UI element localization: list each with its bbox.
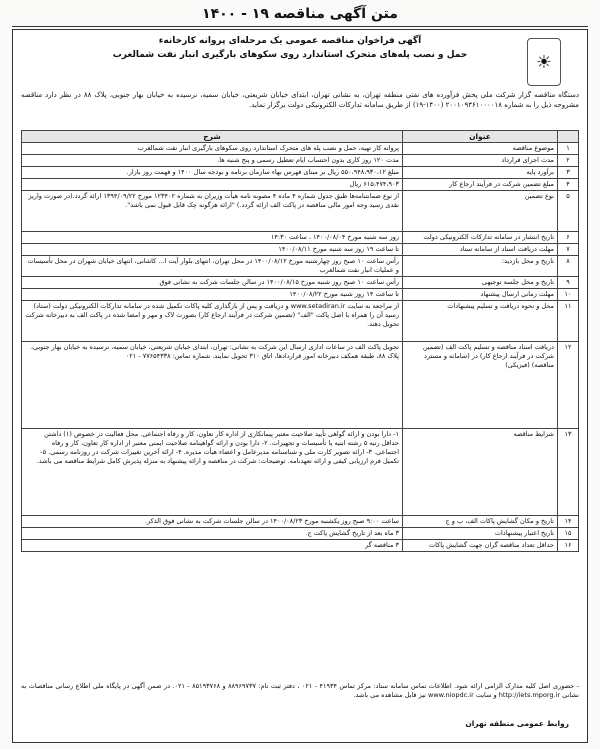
row-number-cell: ۳	[558, 167, 579, 179]
table-row	[22, 167, 579, 179]
table-row	[22, 516, 579, 528]
row-title-cell: دریافت اسناد مناقصه و تسلیم پاکت الف (تضمین شرکت در فرآیند ارجاع کار) در (سامانه و مسترد مناقصه) (فیزیکی)	[403, 342, 558, 429]
row-description-cell: از مراجعه به سایت www.setadiran.ir و دریافت و پس از بارگذاری کلیه پاکات تکمیل شده در سامانه تدارکات الکترونیکی دولت (ستاد) رسید آن را همراه با اصل پاکت "الف" (تضمین شرکت در فرآیند ارجاع کار) بصورت لاک و مهر و امضا شده در پاکت الف به دبیرخانه شرکت تحویل دهند.	[22, 301, 403, 342]
header-title-cell: عنوان	[403, 131, 558, 143]
row-title-cell: نوع تضمین	[403, 191, 558, 232]
row-description-cell: ۶۱۵،۴۷۴،۹۰۳ ریال	[22, 179, 403, 191]
row-title-cell: تاریخ و مکان گشایش پاکات الف، ب و ج	[403, 516, 558, 528]
table-row	[22, 244, 579, 256]
row-description-cell: از نوع ضمانتنامه‌ها طبق جدول شماره ۴ ماده ۴ مصوبه نامه هیأت وزیران به شماره ۱۲۳۴۰۲ مورخ ۱۳۹۴/۰۹/۲۲ ارائه گردد.(در صورت واریز نقدی رسید وجه امور مالی مناقصه در پاکت الف ارائه گردد.) "ارائه هرگونه چک قابل قبول نمی باشد".	[22, 191, 403, 232]
company-logo-icon: ☀	[527, 38, 561, 86]
notice-heading: آگهی فراخوان مناقصه عمومی یک مرحله‌ای پروانه کارخانه‌ء	[158, 36, 422, 46]
header-number-cell	[558, 131, 579, 143]
row-number-cell: ۶	[558, 232, 579, 244]
notice-frame	[12, 29, 588, 743]
row-description-cell: مبلغ ۵۵۰،۹۴۸،۹۳۰،۱۲ ریال بر مبنای فهرس بهاء سازمان برنامه و بودجه سال ۱۴۰۰ و فهمت روز بازار.	[22, 167, 403, 179]
page-title: متن آگهی مناقصه ۱۹ - ۱۴۰۰	[202, 6, 398, 22]
row-title-cell: موضوع مناقصه	[403, 143, 558, 155]
row-number-cell: ۱۰	[558, 289, 579, 301]
table-row	[22, 232, 579, 244]
table-row	[22, 277, 579, 289]
row-description-cell: تا ساعت ۱۹ روز سه شنبه مورخ ۱۴۰۰/۰۸/۱۱	[22, 244, 403, 256]
row-description-cell: تا ساعت ۱۴ روز شنبه مورخ ۱۴۰۰/۰۸/۲۲	[22, 289, 403, 301]
row-description-cell: ۱- دارا بودن و ارائه گواهی تأیید صلاحیت معتبر پیمانکاری از اداره کار تعاون، کار و رفاه اجتماعی. محل فعالیت در خصوص (۱) داشتن حداقل رتبه ۵ رشته ابنیه یا تأسیسات و تجهیزات. ۲- دارا بودن و ارائه گواهینامه صلاحیت ایمنی معتبر از اداره کار تعاون، کار و رفاه اجتماعی. ۳- ارائه تصویر کارت ملی و شناسنامه مدیرعامل و اعضاء هیأت مدیره. ۴- ارائه آخرین تغییرات شرکت در روزنامه رسمی. ۵- تکمیل فرم ارزیابی کیفی و ارائه تعهدنامه. توضیحات: شرکت در مناقصه و ارائه پیشنهاد به منزله پذیرش کامل شرایط مناقصه می باشد.	[22, 429, 403, 516]
table-row	[22, 143, 579, 155]
row-number-cell: ۱	[558, 143, 579, 155]
table-row	[22, 342, 579, 429]
row-number-cell: ۱۳	[558, 429, 579, 516]
row-number-cell: ۷	[558, 244, 579, 256]
signature: روابط عمومی منطقه تهران	[465, 719, 569, 728]
row-title-cell: برآورد پایه	[403, 167, 558, 179]
notice-subheading: حمل و نصب پله‌های متحرک استاندارد روی سکوهای بارگیری انبار نفت شمالغرب	[112, 50, 468, 60]
row-title-cell: تاریخ انتشار در سامانه تدارکات الکترونیکی دولت	[403, 232, 558, 244]
row-number-cell: ۱۱	[558, 301, 579, 342]
row-description-cell: رأس ساعت ۱۰ صبح روز چهارشنبه مورخ ۱۴۰۰/۰۸/۱۲ در محل تهران، انتهای بلوار آیت ا... کاشانی، انتهای خیابان شهران در محل تأسیسات و عملیات انبار نفت شمالغرب	[22, 256, 403, 277]
row-title-cell: مهلت دریافت اسناد از سامانه ستاد	[403, 244, 558, 256]
notice-intro: دستگاه مناقصه گزار شرکت ملی پخش فرآورده های نفتی منطقه تهران، به نشانی تهران، ابتدای خیابان شریعتی، خیابان سمیه، نرسیده به خیابان بهار جنوبی، پلاک ۸۸ در نظر دارد مناقصه مشروحه ذیل را به شماره ۲۰۰۱۰۹۳۶۱۰۰۰۰۱۸ (۱۴۰۰-۱۹) از طریق سامانه تدارکات الکترونیکی دولت برگزار نماید.	[21, 91, 579, 109]
table-row	[22, 429, 579, 516]
row-description-cell: روز سه شنبه مورخ ۱۴۰۰/۰۸/۰۴ ، ساعت ۱۴:۳۰	[22, 232, 403, 244]
table-row	[22, 256, 579, 277]
table-row	[22, 301, 579, 342]
row-number-cell: ۴	[558, 179, 579, 191]
row-title-cell: تاریخ و محل بازدید:	[403, 256, 558, 277]
table-row	[22, 191, 579, 232]
row-description-cell: پروانه کار تهیه، حمل و نصب پله های متحرک استاندارد روی سکوهای بارگیری انبار نفت شمالغرب	[22, 143, 403, 155]
row-description-cell: ۳ ماه بعد از تاریخ گشایش پاکت ج.	[22, 528, 403, 540]
row-description-cell: رأس ساعت ۱۰ صبح روز شنبه مورخ ۱۴۰۰/۰۸/۱۵ در سالن جلسات شرکت به نشانی فوق	[22, 277, 403, 289]
notice-table	[21, 130, 579, 552]
row-title-cell: مدت اجرای قرارداد	[403, 155, 558, 167]
row-title-cell: مهلت زمانی ارسال پیشنهاد	[403, 289, 558, 301]
table-row	[22, 289, 579, 301]
row-title-cell: تاریخ و محل جلسه توجیهی	[403, 277, 558, 289]
row-title-cell: حداقل تعداد مناقصه گران جهت گشایش پاکات	[403, 540, 558, 552]
row-title-cell: شرایط مناقصه	[403, 429, 558, 516]
row-title-cell: تاریخ اعتبار پیشنهادات	[403, 528, 558, 540]
table-row	[22, 155, 579, 167]
row-number-cell: ۲	[558, 155, 579, 167]
table-row	[22, 179, 579, 191]
row-number-cell: ۱۵	[558, 528, 579, 540]
row-description-cell: مدت ۱۲۰ روز کاری بدون احتساب ایام تعطیل رسمی و پنج شنبه ها.	[22, 155, 403, 167]
row-number-cell: ۹	[558, 277, 579, 289]
row-description-cell: تحویل پاکت الف در ساعات اداری ارسال این شرکت به نشانی: تهران، ابتدای خیابان شریعتی، خیابان سمیه، نرسیده به خیابان بهار جنوبی، پلاک ۸۸، طبقه همکف دبیرخانه امور قراردادها، اتاق ۳۱۰ تحویل نمایند. شماره تماس: ۷۷۶۵۴۳۳۸ - ۰۲۱	[22, 342, 403, 429]
row-description-cell: ساعت ۹:۰۰ صبح روز یکشنبه مورخ ۱۴۰۰/۰۸/۲۳ در سالن جلسات شرکت به نشانی فوق الذکر.	[22, 516, 403, 528]
row-number-cell: ۱۲	[558, 342, 579, 429]
row-number-cell: ۸	[558, 256, 579, 277]
row-title-cell: مبلغ تضمین شرکت در فرآیند ارجاع کار	[403, 179, 558, 191]
header-description-cell: شرح	[22, 131, 403, 143]
row-number-cell: ۵	[558, 191, 579, 232]
row-number-cell: ۱۴	[558, 516, 579, 528]
row-title-cell: محل و نحوه دریافت و تسلیم پیشنهادات	[403, 301, 558, 342]
table-row	[22, 540, 579, 552]
row-number-cell: ۱۶	[558, 540, 579, 552]
notice-footer: - حضوری اصل کلیه مدارک الزامی ارائه شود. اطلاعات تماس سامانه ستاد: مرکز تماس ۴۱۹۳۴ - ۰۲۱ ، دفتر ثبت نام: ۸۸۹۶۹۷۳۷ و ۸۵۱۹۳۷۶۸ - ۰۲۱. در ضمن آگهی در پایگاه ملی اطلاع رسانی مناقصات به نشانی http://iets.mporg.ir و سایت www.niopdc.ir نیز قابل مشاهده می باشد.	[21, 682, 579, 699]
title-divider	[12, 26, 588, 27]
table-row	[22, 528, 579, 540]
row-description-cell: ۳ مناقصه گر	[22, 540, 403, 552]
